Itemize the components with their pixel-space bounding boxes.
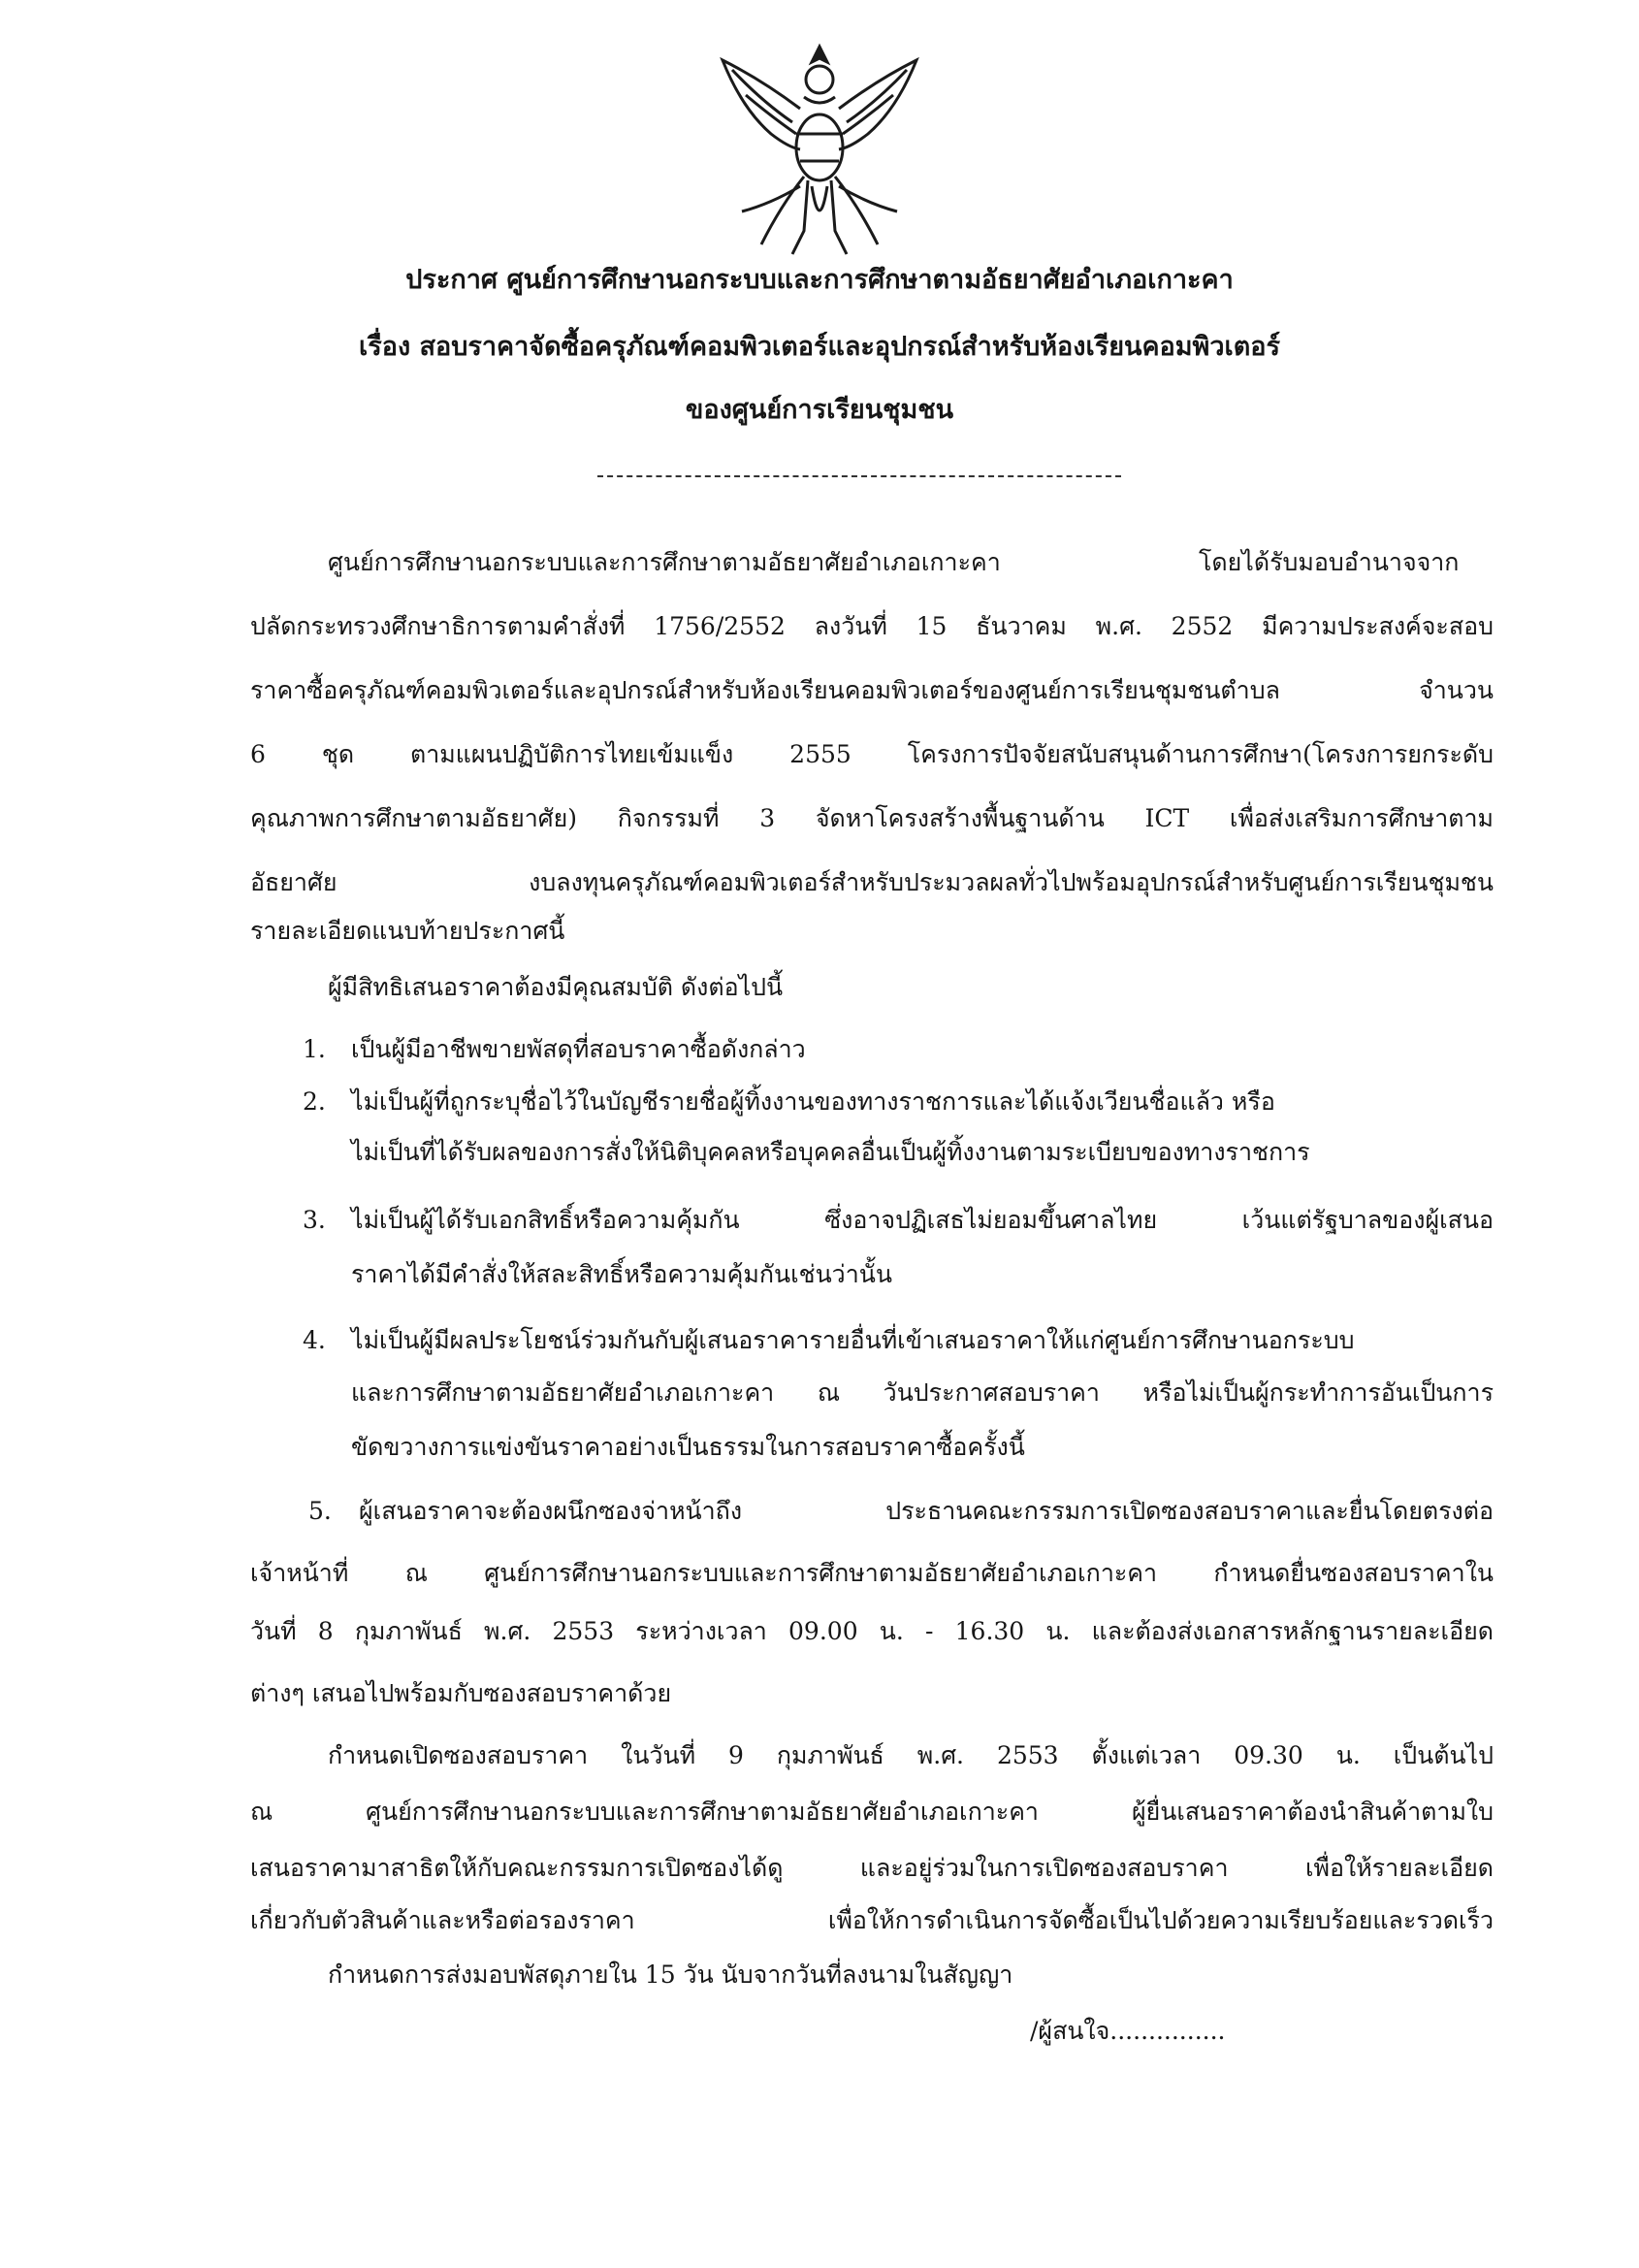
item-2-line-2: ไม่เป็นที่ได้รับผลของการสั่งให้นิติบุคคลหรือบุคคลอื่นเป็นผู้ทิ้งงานตามระเบียบของทางราชการ [351, 1138, 1310, 1166]
intro-line-1a: ศูนย์การศึกษานอกระบบและการศึกษาตามอัธยาศัยอำเภอเกาะคา [328, 548, 1001, 576]
intro-line-7: รายละเอียดแนบท้ายประกาศนี้ [250, 917, 565, 945]
item-3-line-1: ไม่เป็นผู้ได้รับเอกสิทธิ์หรือความคุ้มกัน ซึ่งอาจปฏิเสธไม่ยอมขึ้นศาลไทย เว้นแต่รัฐบาลของผู้เสนอ [351, 1206, 1494, 1234]
delivery-line: กำหนดการส่งมอบพัสดุภายใน 15 วัน นับจากวันที่ลงนามในสัญญา [328, 1960, 1013, 1989]
header-divider [597, 475, 1121, 477]
intro-line-1b: โดยได้รับมอบอำนาจจาก [1199, 548, 1460, 576]
intro-line-6: อัธยาศัย งบลงทุนครุภัณฑ์คอมพิวเตอร์สำหรับประมวลผลทั่วไปพร้อมอุปกรณ์สำหรับศูนย์การเรียนชุมชน [250, 868, 1494, 896]
intro-line-3: ราคาซื้อครุภัณฑ์คอมพิวเตอร์และอุปกรณ์สำหรับห้องเรียนคอมพิวเตอร์ของศูนย์การเรียนชุมชนตำบล จำนวน [250, 676, 1494, 704]
item-5-line-4: ต่างๆ เสนอไปพร้อมกับซองสอบราคาด้วย [250, 1679, 672, 1707]
item-3-line-2: ราคาได้มีคำสั่งให้สละสิทธิ์หรือความคุ้มกันเช่นว่านั้น [351, 1260, 892, 1288]
item-5-line-2: เจ้าหน้าที่ ณ ศูนย์การศึกษานอกระบบและการศึกษาตามอัธยาศัยอำเภอเกาะคา กำหนดยื่นซองสอบราคาใน [250, 1559, 1494, 1587]
garuda-emblem-icon [703, 41, 936, 262]
item-number: 2. [303, 1087, 326, 1116]
intro-line-2: ปลัดกระทรวงศึกษาธิการตามคำสั่งที่ 1756/2552 ลงวันที่ 15 ธันวาคม พ.ศ. 2552 มีความประสงค์จะสอบ [250, 612, 1494, 640]
opening-line-4: เกี่ยวกับตัวสินค้าและหรือต่อรองราคา เพื่อให้การดำเนินการจัดซื้อเป็นไปด้วยความเรียบร้อยและรวดเร็ว [250, 1906, 1494, 1934]
item-number: 4. [303, 1326, 326, 1354]
qualifications-heading: ผู้มีสิทธิเสนอราคาต้องมีคุณสมบัติ ดังต่อไปนี้ [328, 973, 784, 1001]
announcement-title: ประกาศ ศูนย์การศึกษานอกระบบและการศึกษาตามอัธยาศัยอำเภอเกาะคา [405, 265, 1234, 295]
item-1-line-1: เป็นผู้มีอาชีพขายพัสดุที่สอบราคาซื้อดังกล่าว [351, 1035, 806, 1063]
item-4-line-1: ไม่เป็นผู้มีผลประโยชน์ร่วมกันกับผู้เสนอราคารายอื่นที่เข้าเสนอราคาให้แก่ศูนย์การศึกษานอกระบบ [351, 1326, 1355, 1354]
announcement-subject-cont: ของศูนย์การเรียนชุมชน [685, 395, 954, 425]
opening-line-2: ณ ศูนย์การศึกษานอกระบบและการศึกษาตามอัธยาศัยอำเภอเกาะคา ผู้ยื่นเสนอราคาต้องนำสินค้าตามใบ [250, 1798, 1494, 1826]
opening-line-3: เสนอราคามาสาธิตให้กับคณะกรรมการเปิดซองได้ดู และอยู่ร่วมในการเปิดซองสอบราคา เพื่อให้รายละเอียด [250, 1854, 1494, 1882]
intro-line-5: คุณภาพการศึกษาตามอัธยาศัย) กิจกรรมที่ 3 จัดหาโครงสร้างพื้นฐานด้าน ICT เพื่อส่งเสริมการศึกษาตาม [250, 804, 1494, 832]
item-number: 5. [308, 1497, 332, 1525]
item-5-line-3: วันที่ 8 กุมภาพันธ์ พ.ศ. 2553 ระหว่างเวลา 09.00 น. - 16.30 น. และต้องส่งเอกสารหลักฐานรายละเอียด [250, 1617, 1494, 1645]
item-number: 1. [303, 1035, 326, 1063]
item-5-line-1: ผู้เสนอราคาจะต้องผนึกซองจ่าหน้าถึง ประธานคณะกรรมการเปิดซองสอบราคาและยื่นโดยตรงต่อ [359, 1497, 1494, 1525]
announcement-subject: เรื่อง สอบราคาจัดซื้อครุภัณฑ์คอมพิวเตอร์และอุปกรณ์สำหรับห้องเรียนคอมพิวเตอร์ [359, 332, 1280, 362]
opening-line-1: กำหนดเปิดซองสอบราคา ในวันที่ 9 กุมภาพันธ์ พ.ศ. 2553 ตั้งแต่เวลา 09.30 น. เป็นต้นไป [328, 1741, 1494, 1769]
intro-line-4: 6 ชุด ตามแผนปฏิบัติการไทยเข้มแข็ง 2555 โครงการปัจจัยสนับสนุนด้านการศึกษา(โครงการยกระดับ [250, 740, 1494, 768]
item-4-line-3: ขัดขวางการแข่งขันราคาอย่างเป็นธรรมในการสอบราคาซื้อครั้งนี้ [351, 1433, 1025, 1461]
item-4-line-2: และการศึกษาตามอัธยาศัยอำเภอเกาะคา ณ วันประกาศสอบราคา หรือไม่เป็นผู้กระทำการอันเป็นการ [351, 1378, 1494, 1407]
continuation-marker: /ผู้สนใจ............... [1030, 2017, 1226, 2045]
item-number: 3. [303, 1206, 326, 1234]
item-2-line-1: ไม่เป็นผู้ที่ถูกระบุชื่อไว้ในบัญชีรายชื่อผู้ทิ้งงานของทางราชการและได้แจ้งเวียนชื่อแล้ว หรือ [351, 1087, 1275, 1116]
